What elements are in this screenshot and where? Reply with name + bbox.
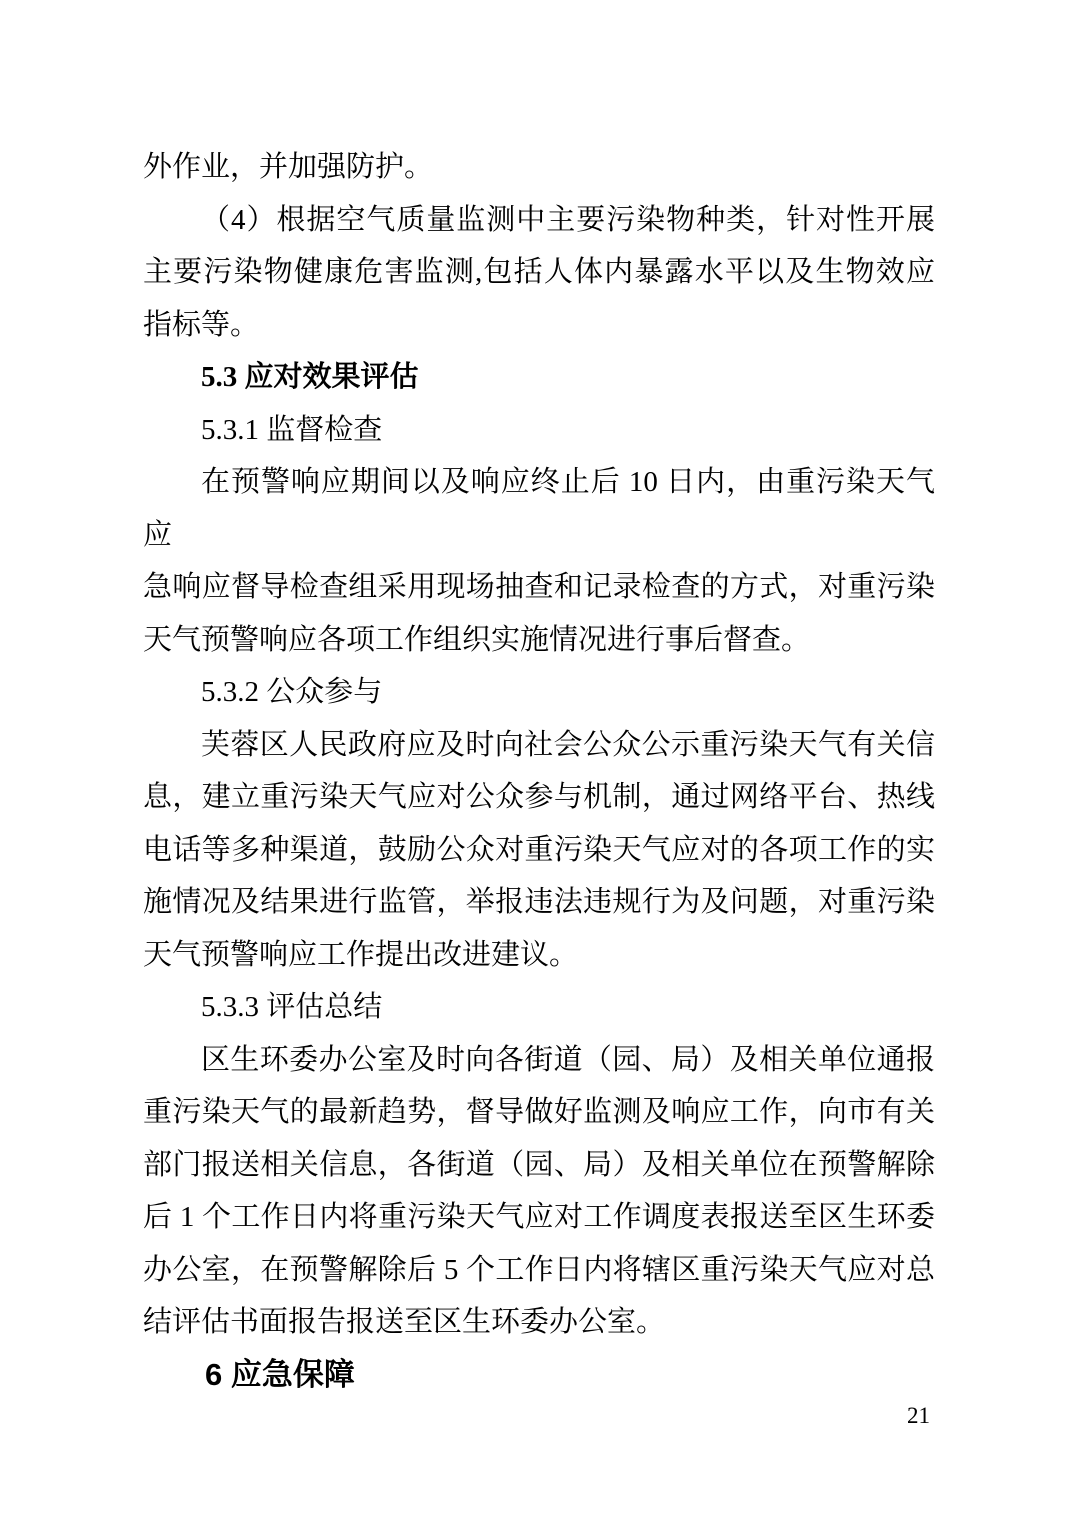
page-number: 21 xyxy=(907,1403,930,1428)
text-line: 后 1 个工作日内将重污染天气应对工作调度表报送至区生环委 xyxy=(143,1201,935,1233)
text-line: 部门报送相关信息，各街道（园、局）及相关单位在预警解除 xyxy=(143,1148,935,1181)
text-line: 天气预警响应工作提出改进建议。 xyxy=(143,938,579,971)
text-line: 区生环委办公室及时向各街道（园、局）及相关单位通报 xyxy=(201,1043,935,1076)
text-line: 重污染天气的最新趋势，督导做好监测及响应工作，向市有关 xyxy=(143,1096,935,1128)
text-line: 主要污染物健康危害监测,包括人体内暴露水平以及生物效应 xyxy=(143,256,935,288)
text-line: 芙蓉区人民政府应及时向社会公众公示重污染天气有关信 xyxy=(201,728,935,761)
text-line: 在预警响应期间以及响应终止后 10 日内，由重污染天气应 xyxy=(143,466,935,551)
heading-5-3: 5.3 应对效果评估 xyxy=(201,361,419,393)
text-line: 电话等多种渠道，鼓励公众对重污染天气应对的各项工作的实 xyxy=(143,833,935,866)
document-body xyxy=(143,141,935,1401)
text-line: 指标等。 xyxy=(143,308,260,341)
text-line: 外作业，并加强防护。 xyxy=(143,151,434,183)
heading-5-3-1: 5.3.1 监督检查 xyxy=(201,413,383,446)
text-line: 结评估书面报告报送至区生环委办公室。 xyxy=(143,1306,666,1338)
heading-5-3-2: 5.3.2 公众参与 xyxy=(201,676,383,708)
text-line: 施情况及结果进行监管，举报违法违规行为及问题，对重污染 xyxy=(143,886,935,918)
text-line: 天气预警响应各项工作组织实施情况进行事后督查。 xyxy=(143,623,811,656)
text-line: 办公室，在预警解除后 5 个工作日内将辖区重污染天气应对总 xyxy=(143,1253,935,1286)
text-line: （4）根据空气质量监测中主要污染物种类，针对性开展 xyxy=(201,203,935,236)
text-line: 息，建立重污染天气应对公众参与机制，通过网络平台、热线 xyxy=(143,781,935,813)
heading-6: 6 应急保障 xyxy=(205,1356,355,1392)
text-line: 急响应督导检查组采用现场抽查和记录检查的方式，对重污染 xyxy=(143,571,935,603)
heading-5-3-3: 5.3.3 评估总结 xyxy=(201,991,383,1023)
